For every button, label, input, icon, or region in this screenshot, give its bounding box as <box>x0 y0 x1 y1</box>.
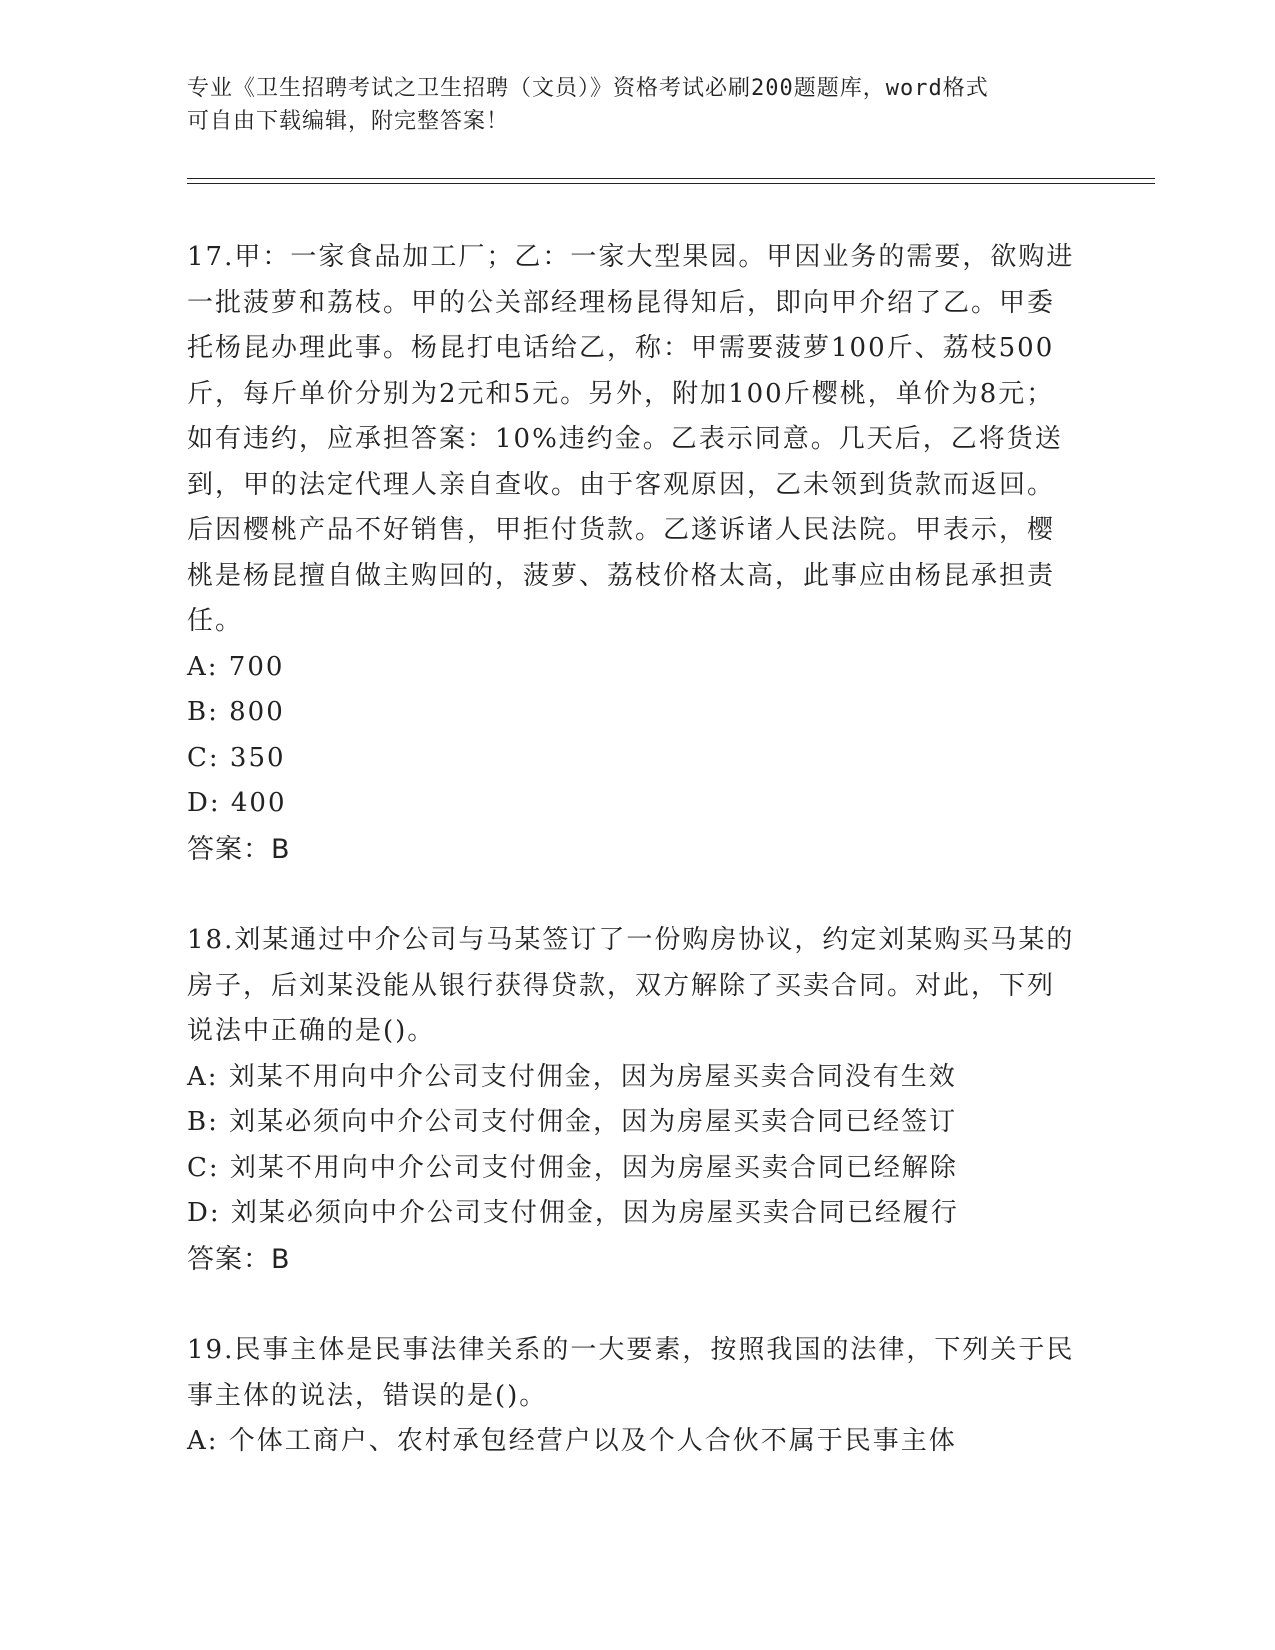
question-19 <box>187 1328 1077 1465</box>
question-18 <box>187 918 1077 1282</box>
header-title-line-2: 可自由下载编辑，附完整答案！ <box>187 109 510 134</box>
answer-label: 答案：B <box>187 833 291 865</box>
question-stem: 19.民事主体是民事法律关系的一大要素，按照我国的法律，下列关于民事主体的说法，错误的是()。 <box>187 1335 1075 1411</box>
question-spacer <box>187 872 1077 918</box>
option-a: A: 刘某不用向中介公司支付佣金，因为房屋买卖合同没有生效 <box>187 1061 957 1092</box>
question-stem: 18.刘某通过中介公司与马某签订了一份购房协议，约定刘某购买马某的房子，后刘某没能从银行获得贷款，双方解除了买卖合同。对此，下列说法中正确的是()。 <box>187 925 1075 1046</box>
question-spacer <box>187 1282 1077 1328</box>
option-a: A: 700 <box>187 651 285 682</box>
document-header <box>187 72 1087 138</box>
option-b: B: 刘某必须向中介公司支付佣金，因为房屋买卖合同已经签订 <box>187 1107 958 1137</box>
option-d: D: 刘某必须向中介公司支付佣金，因为房屋买卖合同已经履行 <box>187 1198 959 1228</box>
option-a: A: 个体工商户、农村承包经营户以及个人合伙不属于民事主体 <box>187 1426 957 1456</box>
header-title-line-1: 专业《卫生招聘考试之卫生招聘（文员）》资格考试必刷200题题库，word格式 <box>187 76 989 101</box>
option-d: D: 400 <box>187 788 287 818</box>
question-list <box>187 235 1077 1465</box>
option-b: B: 800 <box>187 697 285 727</box>
question-17 <box>187 235 1077 872</box>
option-c: C: 刘某不用向中介公司支付佣金，因为房屋买卖合同已经解除 <box>187 1152 958 1183</box>
header-divider-top <box>187 178 1155 179</box>
option-c: C: 350 <box>187 742 286 773</box>
answer-label: 答案：B <box>187 1243 291 1275</box>
question-stem: 17.甲：一家食品加工厂；乙：一家大型果园。甲因业务的需要，欲购进一批菠萝和荔枝。甲的公关部经理杨昆得知后，即向甲介绍了乙。甲委托杨昆办理此事。杨昆打电话给乙，称：甲需要菠萝100斤、荔枝500斤，每斤单价分别为2元和5元。另外，附加100斤樱桃，单价为8元；如有违约，应承担答案：10%违约金。乙表示同意。几天后，乙将货送到，甲的法定代理人亲自查收。由于客观原因，乙未领到货款而返回。后因樱桃产品不好销售，甲拒付货款。乙遂诉诸人民法院。甲表示，樱桃是杨昆擅自做主购回的，菠萝、荔枝价格太高，此事应由杨昆承担责任。 <box>187 242 1075 636</box>
header-divider-bottom <box>187 183 1155 184</box>
